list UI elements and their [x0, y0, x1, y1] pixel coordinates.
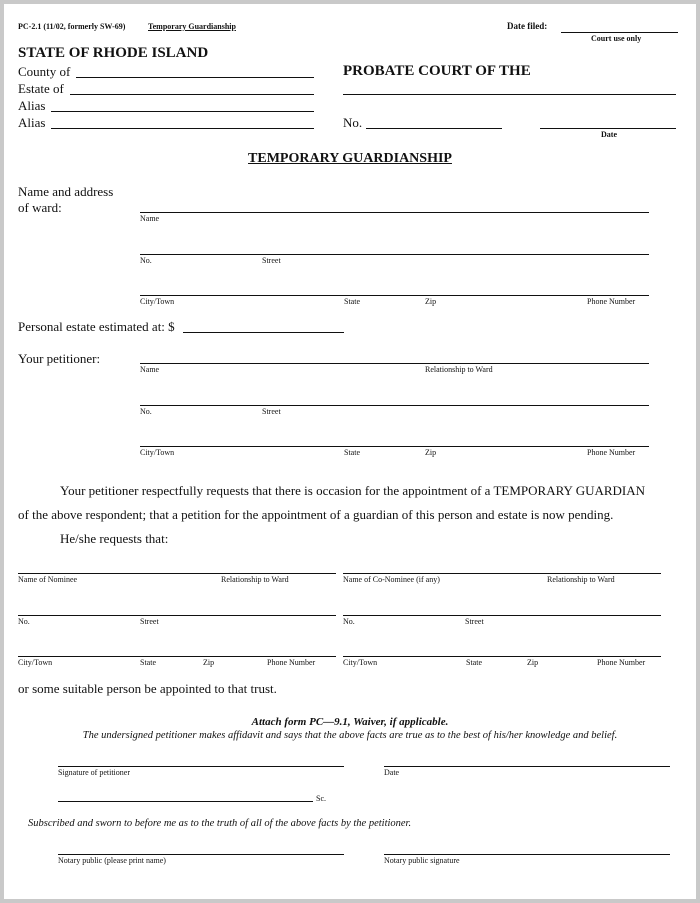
- ward-phone-label: Phone Number: [587, 297, 636, 306]
- estate-field[interactable]: [70, 94, 314, 95]
- nominee-state-label: State: [140, 658, 156, 667]
- petitioner-relationship-label: Relationship to Ward: [425, 365, 493, 374]
- county-label: County of: [18, 64, 71, 79]
- ward-name-field[interactable]: [140, 212, 649, 213]
- petitioner-no-label: No.: [140, 407, 152, 416]
- sworn-statement: Subscribed and sworn to before me as to the truth of all of the above facts by the petitioner.: [28, 818, 412, 829]
- ward-city-field[interactable]: [140, 295, 649, 296]
- ward-no-label: No.: [140, 256, 152, 265]
- notary-name-label: Notary public (please print name): [58, 856, 166, 865]
- nominee-city-field[interactable]: [18, 656, 336, 657]
- nominee-name-field[interactable]: [18, 573, 336, 574]
- conominee-street-label: Street: [465, 617, 484, 626]
- form-page: [4, 4, 696, 899]
- conominee-city-label: City/Town: [343, 658, 378, 667]
- document-title: TEMPORARY GUARDIANSHIP: [248, 151, 452, 166]
- nominee-name-label: Name of Nominee: [18, 575, 78, 584]
- conominee-state-label: State: [466, 658, 482, 667]
- alias-label-2: Alias: [18, 115, 46, 130]
- signature-date-label: Date: [384, 768, 400, 777]
- nominee-no-label: No.: [18, 617, 30, 626]
- conominee-relationship-label: Relationship to Ward: [547, 575, 615, 584]
- nominee-zip-label: Zip: [203, 658, 215, 667]
- notary-signature-field[interactable]: [384, 854, 670, 855]
- conominee-name-label: Name of Co-Nominee (if any): [343, 575, 440, 584]
- petitioner-name-field[interactable]: [140, 363, 649, 364]
- state-heading: STATE OF RHODE ISLAND: [18, 45, 209, 61]
- personal-estate-label: Personal estate estimated at: $: [18, 319, 175, 334]
- petitioner-signature-field[interactable]: [58, 766, 344, 767]
- trust-statement: or some suitable person be appointed to that trust.: [18, 681, 277, 696]
- nominee-phone-label: Phone Number: [267, 658, 316, 667]
- ward-label-line1: Name and address: [18, 184, 114, 199]
- caption-date-field[interactable]: [540, 128, 676, 129]
- notary-name-field[interactable]: [58, 854, 344, 855]
- nominee-street-label: Street: [140, 617, 159, 626]
- ward-name-label: Name: [140, 214, 160, 223]
- form-title-small: Temporary Guardianship: [148, 22, 236, 31]
- alias-field-2[interactable]: [51, 128, 314, 129]
- county-field[interactable]: [76, 77, 314, 78]
- requests-label: He/she requests that:: [60, 531, 169, 546]
- alias-field-1[interactable]: [51, 111, 314, 112]
- case-no-field[interactable]: [366, 128, 502, 129]
- affidavit-text: The undersigned petitioner makes affidavit and says that the above facts are true as to the best of his/her knowledge and belief.: [82, 730, 618, 741]
- conominee-street-field[interactable]: [343, 615, 661, 616]
- ward-city-label: City/Town: [140, 297, 175, 306]
- conominee-city-field[interactable]: [343, 656, 661, 657]
- ward-zip-label: Zip: [425, 297, 437, 306]
- petitioner-state-label: State: [344, 448, 360, 457]
- ward-street-field[interactable]: [140, 254, 649, 255]
- notary-signature-label: Notary public signature: [384, 856, 460, 865]
- nominee-city-label: City/Town: [18, 658, 53, 667]
- petitioner-label: Your petitioner:: [18, 351, 101, 366]
- petitioner-zip-label: Zip: [425, 448, 437, 457]
- conominee-phone-label: Phone Number: [597, 658, 646, 667]
- petitioner-name-label: Name: [140, 365, 160, 374]
- sc-label: Sc.: [316, 794, 326, 803]
- ward-street-label: Street: [262, 256, 281, 265]
- case-no-label: No.: [343, 115, 363, 130]
- alias-label-1: Alias: [18, 98, 46, 113]
- request-paragraph-line2: of the above respondent; that a petition for the appointment of a guardian of this person and estate is now pending.: [18, 507, 614, 522]
- court-heading: PROBATE COURT OF THE: [343, 63, 531, 79]
- date-filed-field[interactable]: [561, 32, 678, 33]
- personal-estate-field[interactable]: [183, 332, 344, 333]
- petitioner-city-label: City/Town: [140, 448, 175, 457]
- request-paragraph-line1: Your petitioner respectfully requests that there is occasion for the appointment of a TEMPORARY GUARDIAN: [60, 483, 646, 498]
- estate-label: Estate of: [18, 81, 64, 96]
- petitioner-signature-label: Signature of petitioner: [58, 768, 130, 777]
- petitioner-phone-label: Phone Number: [587, 448, 636, 457]
- sc-field[interactable]: [58, 801, 313, 802]
- ward-label-line2: of ward:: [18, 200, 62, 215]
- court-field[interactable]: [343, 94, 676, 95]
- conominee-no-label: No.: [343, 617, 355, 626]
- nominee-street-field[interactable]: [18, 615, 336, 616]
- conominee-zip-label: Zip: [527, 658, 539, 667]
- court-use-only: Court use only: [591, 34, 642, 43]
- petitioner-street-field[interactable]: [140, 405, 649, 406]
- ward-state-label: State: [344, 297, 360, 306]
- caption-date-label: Date: [601, 130, 617, 139]
- form-id: PC-2.1 (11/02, formerly SW-69): [18, 22, 126, 31]
- conominee-name-field[interactable]: [343, 573, 661, 574]
- attach-waiver-note: Attach form PC—9.1, Waiver, if applicable.: [251, 716, 449, 728]
- nominee-relationship-label: Relationship to Ward: [221, 575, 289, 584]
- signature-date-field[interactable]: [384, 766, 670, 767]
- petitioner-street-label: Street: [262, 407, 281, 416]
- date-filed-label: Date filed:: [507, 21, 548, 31]
- petitioner-city-field[interactable]: [140, 446, 649, 447]
